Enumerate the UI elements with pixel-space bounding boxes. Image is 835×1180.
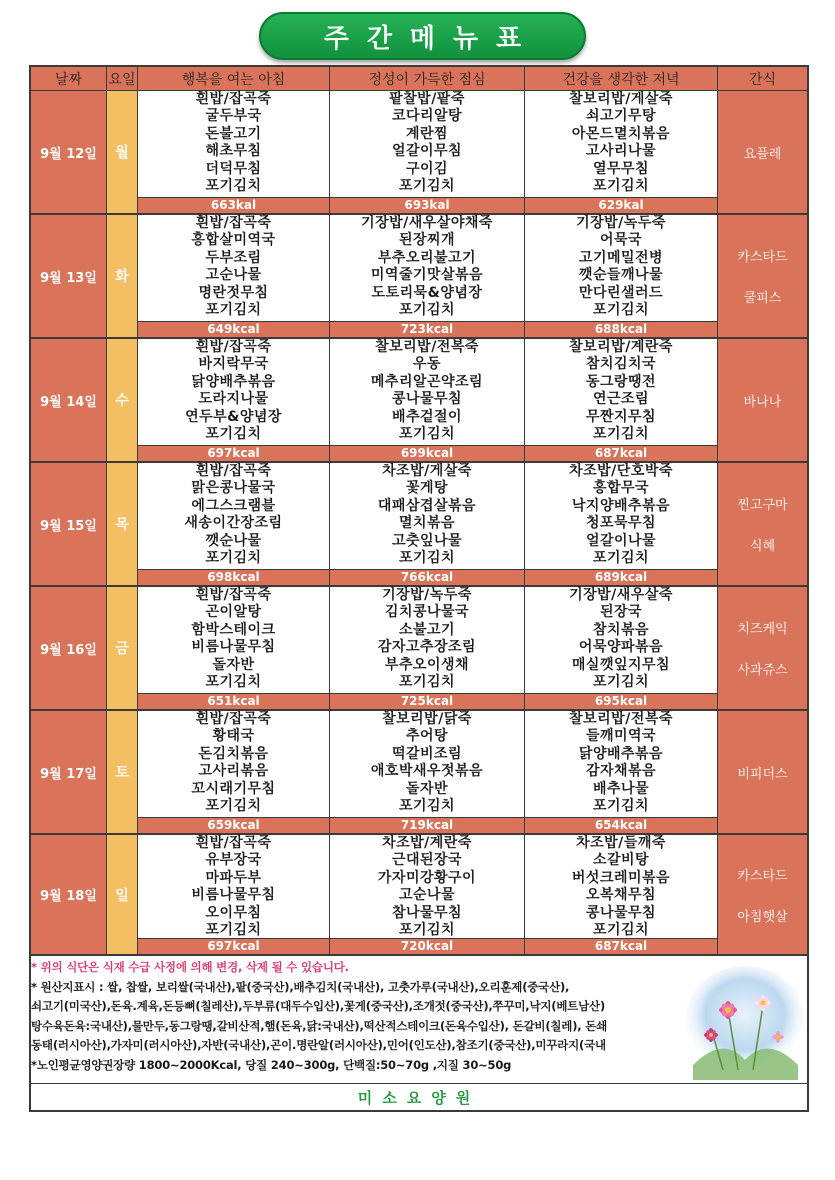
calorie-value: 695kcal: [525, 693, 717, 709]
notes-warning: * 위의 식단은 식재 수급 사정에 의해 변경, 삭제 될 수 있습니다.: [31, 960, 349, 974]
calorie-value: 689kcal: [525, 569, 717, 585]
dinner-item-list: [525, 711, 717, 815]
menu-item: 포기김치: [205, 797, 262, 814]
menu-item: 고춧잎나물: [391, 532, 463, 549]
menu-item: 꼬시래기무침: [191, 780, 276, 797]
calorie-value: 720kcal: [330, 938, 524, 954]
menu-item: 얼갈이나물: [585, 532, 657, 549]
calorie-value: 649kcal: [138, 321, 329, 337]
dinner-item-list: [525, 91, 717, 195]
menu-item: 포기김치: [205, 425, 262, 442]
menu-item: 기장밥/녹두죽: [576, 215, 666, 231]
lunch-menu-cell: [330, 91, 525, 215]
menu-item: 차조밥/게살죽: [382, 463, 472, 479]
menu-item: 포기김치: [205, 921, 262, 938]
day-of-week-cell: 금: [107, 587, 138, 711]
dinner-menu-cell: [525, 91, 718, 215]
calorie-value: 687kcal: [525, 938, 717, 954]
breakfast-menu-cell: [138, 835, 330, 956]
lunch-menu-cell: [330, 711, 525, 835]
menu-item: 맑은콩나물국: [191, 480, 276, 497]
menu-item: 깻순들깨나물: [578, 267, 664, 284]
snack-item: 카스타드: [737, 868, 788, 884]
menu-item: 고순나물: [398, 887, 456, 904]
snack-item: 찐고구마: [737, 498, 788, 513]
notes-origin-3: 탕수육돈육:국내산),물만두,동그랑땡,갈비산적,햄(돈육,닭:국내산),떡산적스테이크(돈육수입산), 돈갈비(칠레), 돈쇄: [31, 1018, 608, 1033]
menu-item: 참나물무침: [391, 904, 463, 921]
calorie-value: 697kcal: [138, 938, 329, 954]
menu-item: 흰밥/잡곡죽: [195, 711, 272, 727]
header-date: 날짜: [31, 67, 107, 91]
menu-item: 흰밥/잡곡죽: [195, 587, 272, 603]
calorie-value: 654kcal: [525, 817, 717, 833]
menu-item: 도토리묵&양념장: [371, 284, 483, 301]
menu-item: 마파두부: [205, 869, 262, 886]
menu-item: 포기김치: [592, 549, 650, 566]
menu-item: 바지락무국: [198, 356, 269, 373]
menu-item: 곤이알탕: [205, 604, 262, 621]
day-of-week-cell: 수: [107, 339, 138, 463]
menu-item: 어묵국: [599, 232, 643, 249]
menu-item: 고사리나물: [585, 143, 657, 160]
menu-item: 포기김치: [592, 177, 650, 194]
dinner-menu-cell: [525, 711, 718, 835]
menu-item: 근대된장국: [391, 852, 463, 869]
dinner-item-list: [525, 463, 717, 567]
menu-item: 코다리알탕: [391, 108, 463, 125]
menu-item: 콩나물무침: [585, 904, 657, 921]
menu-item: 우동: [412, 356, 442, 373]
menu-item: 배추겉절이: [391, 408, 463, 425]
snack-item: 비피더스: [737, 766, 788, 782]
menu-item: 어묵양파볶음: [578, 639, 664, 656]
menu-item: 흰밥/잡곡죽: [195, 339, 272, 355]
menu-item: 대패삼겹살볶음: [377, 497, 477, 514]
menu-item: 돈불고기: [205, 125, 262, 142]
menu-item: 해초무침: [205, 143, 262, 160]
breakfast-item-list: [138, 91, 329, 195]
header-day: 요일: [107, 67, 138, 91]
menu-item: 홍합무국: [592, 480, 650, 497]
snack-cell: [718, 587, 807, 711]
dinner-item-list: [525, 835, 717, 939]
menu-item: 두부조림: [205, 249, 262, 266]
breakfast-item-list: [138, 463, 329, 567]
breakfast-menu-cell: [138, 91, 330, 215]
lunch-item-list: [330, 587, 524, 691]
menu-item: 흰밥/잡곡죽: [195, 463, 272, 479]
menu-item: 낙지양배추볶음: [571, 497, 671, 514]
header-snack: 간식: [718, 67, 807, 91]
lunch-menu-cell: [330, 835, 525, 956]
menu-item: 들깨미역국: [585, 728, 657, 745]
menu-item: 포기김치: [398, 177, 456, 194]
menu-item: 찰보리밥/닭죽: [382, 711, 472, 727]
dinner-menu-cell: [525, 339, 718, 463]
menu-item: 떡갈비조림: [391, 745, 463, 762]
menu-item: 황태국: [212, 728, 255, 745]
lunch-menu-cell: [330, 215, 525, 339]
menu-item: 청포묵무침: [585, 515, 657, 532]
calorie-value: 723kcal: [330, 321, 524, 337]
calorie-value: 688kcal: [525, 321, 717, 337]
menu-item: 팥찰밥/팥죽: [389, 91, 465, 107]
lunch-item-list: [330, 463, 524, 567]
menu-item: 포기김치: [205, 301, 262, 318]
menu-item: 열무무침: [592, 160, 650, 177]
cosmos-flower-image: [683, 965, 807, 1080]
menu-item: 포기김치: [592, 301, 650, 318]
menu-item: 버섯크레미볶음: [571, 869, 671, 886]
notes-nutrition: *노인평균영양권장량 1800~2000Kcal, 당질 240~300g, 단백질:50~70g ,지질 30~50g: [31, 1057, 512, 1072]
page-title: 주간메뉴표: [259, 12, 586, 60]
menu-item: 돈김치볶음: [198, 745, 269, 762]
menu-item: 도라지나물: [198, 391, 269, 408]
day-of-week-cell: 목: [107, 463, 138, 587]
calorie-value: 725kcal: [330, 693, 524, 709]
menu-item: 포기김치: [592, 673, 650, 690]
menu-item: 쇠고기무탕: [585, 108, 657, 125]
menu-item: 계란찜: [405, 125, 449, 142]
menu-item: 돌자반: [405, 780, 449, 797]
menu-item: 가자미강황구이: [377, 869, 477, 886]
date-cell: 9월 13일: [31, 215, 107, 339]
menu-item: 애호박새우젓볶음: [370, 763, 484, 780]
menu-item: 추어탕: [405, 728, 449, 745]
dinner-item-list: [525, 587, 717, 691]
snack-item: 식혜: [749, 539, 776, 554]
menu-item: 참치볶음: [592, 621, 650, 638]
calorie-value: 693kal: [330, 197, 524, 213]
menu-item: 소갈비탕: [592, 852, 650, 869]
menu-item: 찰보리밥/전복죽: [569, 711, 673, 727]
header-lunch: 정성이 가득한 점심: [330, 67, 525, 91]
menu-item: 만다린샐러드: [578, 284, 664, 301]
menu-item: 연두부&양념장: [185, 408, 282, 425]
snack-item: 바나나: [743, 394, 782, 410]
day-of-week-cell: 화: [107, 215, 138, 339]
menu-item: 유부장국: [205, 852, 262, 869]
menu-item: 소불고기: [398, 621, 456, 638]
menu-item: 홍합살미역국: [191, 232, 276, 249]
snack-cell: [718, 91, 807, 215]
date-cell: 9월 15일: [31, 463, 107, 587]
menu-item: 된장국: [599, 604, 643, 621]
menu-item: 멸치볶음: [398, 515, 456, 532]
menu-item: 고기메밀전병: [578, 249, 664, 266]
snack-cell: [718, 339, 807, 463]
menu-item: 감자고추장조림: [377, 639, 477, 656]
snack-item: 치즈케익: [737, 622, 788, 637]
day-of-week-cell: 토: [107, 711, 138, 835]
menu-item: 배추나물: [592, 780, 650, 797]
menu-item: 감자채볶음: [585, 763, 657, 780]
menu-item: 포기김치: [398, 425, 456, 442]
breakfast-menu-cell: [138, 339, 330, 463]
dinner-menu-cell: [525, 463, 718, 587]
menu-item: 포기김치: [398, 797, 456, 814]
menu-item: 차조밥/단호박죽: [569, 463, 673, 479]
breakfast-item-list: [138, 215, 329, 319]
footer-facility-name: 미소요양원: [31, 1083, 807, 1111]
menu-item: 깻순나물: [205, 532, 262, 549]
menu-item: 포기김치: [205, 549, 262, 566]
menu-item: 기장밥/녹두죽: [382, 587, 472, 603]
menu-item: 비름나물무침: [191, 887, 276, 904]
menu-item: 차조밥/계란죽: [382, 835, 472, 851]
breakfast-menu-cell: [138, 587, 330, 711]
menu-item: 구이김: [405, 160, 449, 177]
menu-item: 된장찌개: [398, 232, 456, 249]
menu-item: 포기김치: [398, 301, 456, 318]
menu-item: 찰보리밥/계란죽: [569, 339, 673, 355]
breakfast-menu-cell: [138, 711, 330, 835]
menu-item: 포기김치: [592, 425, 650, 442]
menu-item: 굴두부국: [205, 108, 262, 125]
menu-item: 기장밥/새우살죽: [569, 587, 673, 603]
header-breakfast: 행복을 여는 아침: [138, 67, 330, 91]
menu-item: 흰밥/잡곡죽: [195, 91, 272, 107]
dinner-menu-cell: [525, 587, 718, 711]
menu-item: 얼갈이무침: [391, 143, 463, 160]
menu-item: 차조밥/들깨죽: [576, 835, 666, 851]
notes-origin-4: 동태(러시아산),가자미(러시아산),자반(국내산),곤이.명란알(러시아산),민어(인도산),참조기(중국산),미꾸라지(국내: [31, 1038, 606, 1053]
snack-item: 카스타드: [737, 250, 788, 265]
notes-origin-2: 쇠고기(미국산),돈육.계육,돈등뼈(칠레산),두부류(대두수입산),꽃게(중국산),조개젓(중국산),쭈꾸미,낙지(베트남산): [31, 999, 606, 1014]
menu-item: 명란젓무침: [198, 284, 269, 301]
menu-item: 메추리알곤약조림: [370, 373, 484, 390]
breakfast-item-list: [138, 587, 329, 691]
lunch-item-list: [330, 339, 524, 443]
menu-item: 닭양배추볶음: [578, 745, 664, 762]
menu-item: 연근조림: [592, 391, 650, 408]
lunch-menu-cell: [330, 339, 525, 463]
calorie-value: 766kcal: [330, 569, 524, 585]
breakfast-item-list: [138, 339, 329, 443]
menu-item: 부추오이생채: [384, 656, 470, 673]
menu-item: 고사리볶음: [198, 763, 269, 780]
menu-item: 돌자반: [212, 656, 255, 673]
menu-item: 오복채무침: [585, 887, 657, 904]
dinner-menu-cell: [525, 835, 718, 956]
header-dinner: 건강을 생각한 저녁: [525, 67, 718, 91]
snack-cell: [718, 711, 807, 835]
menu-item: 기장밥/새우살야채죽: [361, 215, 493, 231]
menu-item: 새송이간장조림: [184, 515, 283, 532]
breakfast-item-list: [138, 835, 329, 939]
lunch-item-list: [330, 215, 524, 319]
dinner-item-list: [525, 339, 717, 443]
snack-item: 아침햇살: [737, 909, 788, 925]
calorie-value: 687kcal: [525, 445, 717, 461]
dinner-menu-cell: [525, 215, 718, 339]
menu-item: 매실깻잎지무침: [571, 656, 671, 673]
menu-item: 동그랑땡전: [585, 373, 657, 390]
menu-item: 부추오리불고기: [377, 249, 477, 266]
snack-cell: [718, 463, 807, 587]
snack-item: 요플레: [743, 146, 782, 162]
menu-item: 더덕무침: [205, 160, 262, 177]
day-of-week-cell: 일: [107, 835, 138, 956]
date-cell: 9월 16일: [31, 587, 107, 711]
menu-item: 포기김치: [398, 673, 456, 690]
menu-item: 포기김치: [205, 177, 262, 194]
menu-item: 무짠지무침: [585, 408, 657, 425]
menu-item: 미역줄기맛살볶음: [370, 267, 484, 284]
menu-item: 찰보리밥/게살죽: [569, 91, 673, 107]
calorie-value: 719kcal: [330, 817, 524, 833]
menu-item: 참치김치국: [585, 356, 657, 373]
calorie-value: 629kal: [525, 197, 717, 213]
menu-item: 포기김치: [398, 549, 456, 566]
date-cell: 9월 17일: [31, 711, 107, 835]
menu-item: 고순나물: [205, 267, 262, 284]
lunch-menu-cell: [330, 587, 525, 711]
calorie-value: 697kcal: [138, 445, 329, 461]
calorie-value: 651kcal: [138, 693, 329, 709]
breakfast-menu-cell: [138, 463, 330, 587]
menu-item: 콩나물무침: [391, 391, 463, 408]
snack-cell: [718, 835, 807, 956]
snack-item: 사과쥬스: [737, 663, 788, 678]
menu-item: 포기김치: [592, 797, 650, 814]
lunch-item-list: [330, 91, 524, 195]
dinner-item-list: [525, 215, 717, 319]
breakfast-item-list: [138, 711, 329, 815]
menu-item: 흰밥/잡곡죽: [195, 215, 272, 231]
lunch-item-list: [330, 835, 524, 939]
menu-item: 아몬드멸치볶음: [571, 125, 671, 142]
menu-item: 찰보리밥/전복죽: [375, 339, 479, 355]
date-cell: 9월 14일: [31, 339, 107, 463]
date-cell: 9월 18일: [31, 835, 107, 956]
menu-item: 꽃게탕: [405, 480, 449, 497]
calorie-value: 698kcal: [138, 569, 329, 585]
day-of-week-cell: 월: [107, 91, 138, 215]
date-cell: 9월 12일: [31, 91, 107, 215]
calorie-value: 699kcal: [330, 445, 524, 461]
snack-item: 쿨피스: [743, 291, 782, 306]
calorie-value: 663kal: [138, 197, 329, 213]
notes-origin-1: * 원산지표시 : 쌀, 찹쌀, 보리쌀(국내산),팥(중국산),배추김치(국내산), 고춧가루(국내산),오리훈제(중국산),: [31, 979, 570, 994]
menu-item: 김치콩나물국: [384, 604, 470, 621]
menu-item: 에그스크램블: [191, 497, 276, 514]
lunch-item-list: [330, 711, 524, 815]
menu-item: 흰밥/잡곡죽: [195, 835, 272, 851]
menu-item: 포기김치: [205, 673, 262, 690]
menu-item: 오이무침: [205, 904, 262, 921]
menu-item: 포기김치: [592, 921, 650, 938]
breakfast-menu-cell: [138, 215, 330, 339]
lunch-menu-cell: [330, 463, 525, 587]
menu-item: 비름나물무침: [191, 639, 276, 656]
menu-item: 닭양배추볶음: [191, 373, 276, 390]
calorie-value: 659kcal: [138, 817, 329, 833]
snack-cell: [718, 215, 807, 339]
menu-item: 포기김치: [398, 921, 456, 938]
menu-item: 함박스테이크: [191, 621, 276, 638]
